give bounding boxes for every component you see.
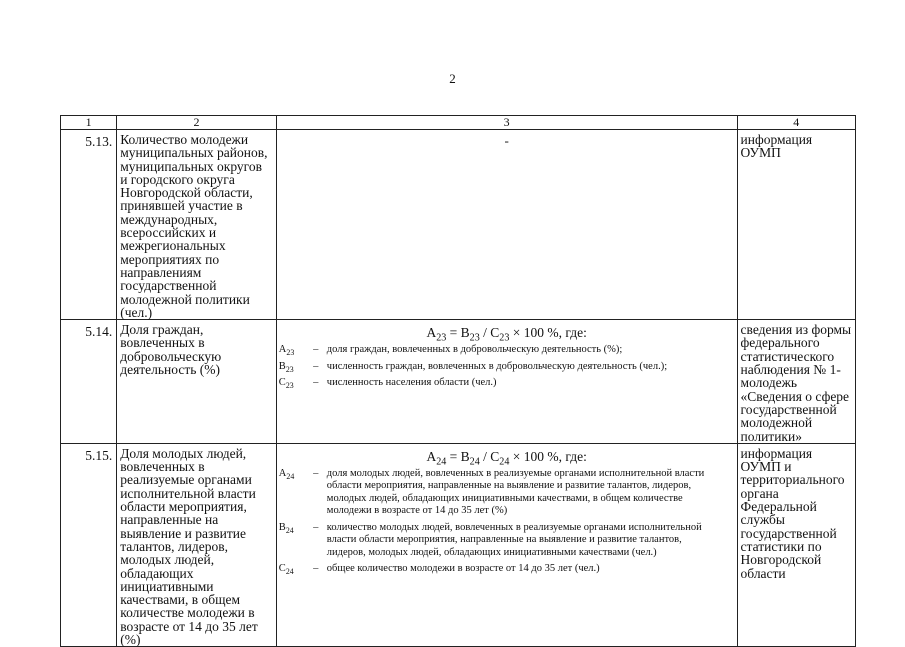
header-col-2: 2 [117, 116, 277, 130]
formula-definitions [279, 466, 739, 578]
indicators-table [60, 115, 856, 647]
data-source: информация ОУМП [737, 130, 855, 320]
definition-row: $B_{24}$ – количество молодых людей, вовлеченных в реализуемые органами исполнительной власти области мероприятия, направленные на выявление и развитие талантов, лидеров, молодых людей, обладающих инициативными качествами (чел.) [279, 520, 739, 562]
table-row [61, 130, 856, 320]
data-source: сведения из формы федерального статистического наблюдения № 1-молодежь «Сведения о сфере государственной молодежной политики» [737, 320, 855, 444]
table-row [61, 320, 856, 444]
data-source: информация ОУМП и территориального органа Федеральной службы государственной статистики по Новгородской области [737, 443, 855, 646]
calculation-method [276, 443, 737, 646]
definition-text: доля молодых людей, вовлеченных в реализуемые органами исполнительной власти области мероприятия, направленные на выявление и развитие талантов, лидеров, молодых людей, обладающих инициативными качествами, в общем количестве молодежи в возрасте от 14 до 35 лет (%) [326, 467, 705, 517]
header-col-4: 4 [737, 116, 855, 130]
formula-definitions [279, 342, 739, 392]
definition-row: $A_{23}$ – доля граждан, вовлеченных в добровольческую деятельность (%); [279, 342, 739, 359]
definition-text: общее количество молодежи в возрасте от 14 до 35 лет (чел.) [326, 563, 600, 575]
indicator-name: Количество молодежи муниципальных районов, муниципальных округов и городского округа Новгородской области, принявшей участие в международных, всероссийских и межрегиональных мероприятиях по направлениям государственной молодежной политики (чел.) [117, 130, 277, 320]
table-header-row [61, 116, 856, 130]
definition-text: численность граждан, вовлеченных в добровольческую деятельность (чел.); [326, 360, 668, 372]
definition-row: $C_{23}$ – численность населения области (чел.) [279, 375, 739, 392]
definition-text: доля граждан, вовлеченных в добровольческую деятельность (%); [326, 344, 623, 356]
formula: $A_{24} = B_{24} / C_{24} \times 100$ %, где: [426, 448, 587, 468]
definition-row: $B_{23}$ – численность граждан, вовлеченных в добровольческую деятельность (чел.); [279, 359, 739, 376]
indicator-name: Доля молодых людей, вовлеченных в реализуемые органами исполнительной власти области мероприятия, направленные на выявление и развитие талантов, лидеров, молодых людей, обладающих инициативными качествами, в общем количестве молодежи в возрасте от 14 до 35 лет (%) [117, 443, 277, 646]
definition-text: количество молодых людей, вовлеченных в реализуемые органами исполнительной власти области мероприятия, направленные на выявление и развитие талантов, лидеров, молодых людей, обладающих инициативными качествами (чел.) [326, 521, 702, 558]
indicator-name: Доля граждан, вовлеченных в добровольческую деятельность (%) [117, 320, 277, 444]
header-col-3: 3 [276, 116, 737, 130]
calculation-method [276, 320, 737, 444]
definition-text: численность населения области (чел.) [326, 377, 497, 389]
row-number: 5.13. [61, 130, 117, 320]
definition-row: $A_{24}$ – доля молодых людей, вовлеченных в реализуемые органами исполнительной власти области мероприятия, направленные на выявление и развитие талантов, лидеров, молодых людей, обладающих инициативными качествами, в общем количестве молодежи в возрасте от 14 до 35 лет (%) [279, 466, 739, 520]
row-number: 5.15. [61, 443, 117, 646]
definition-row: $C_{24}$ – общее количество молодежи в возрасте от 14 до 35 лет (чел.) [279, 561, 739, 578]
table-row [61, 443, 856, 646]
page-number: 2 [449, 71, 456, 86]
formula: $A_{23} = B_{23} / C_{23} \times 100$ %, где: [426, 325, 587, 344]
header-col-1: 1 [61, 116, 117, 130]
calculation-method: - [276, 130, 737, 320]
row-number: 5.14. [61, 320, 117, 444]
